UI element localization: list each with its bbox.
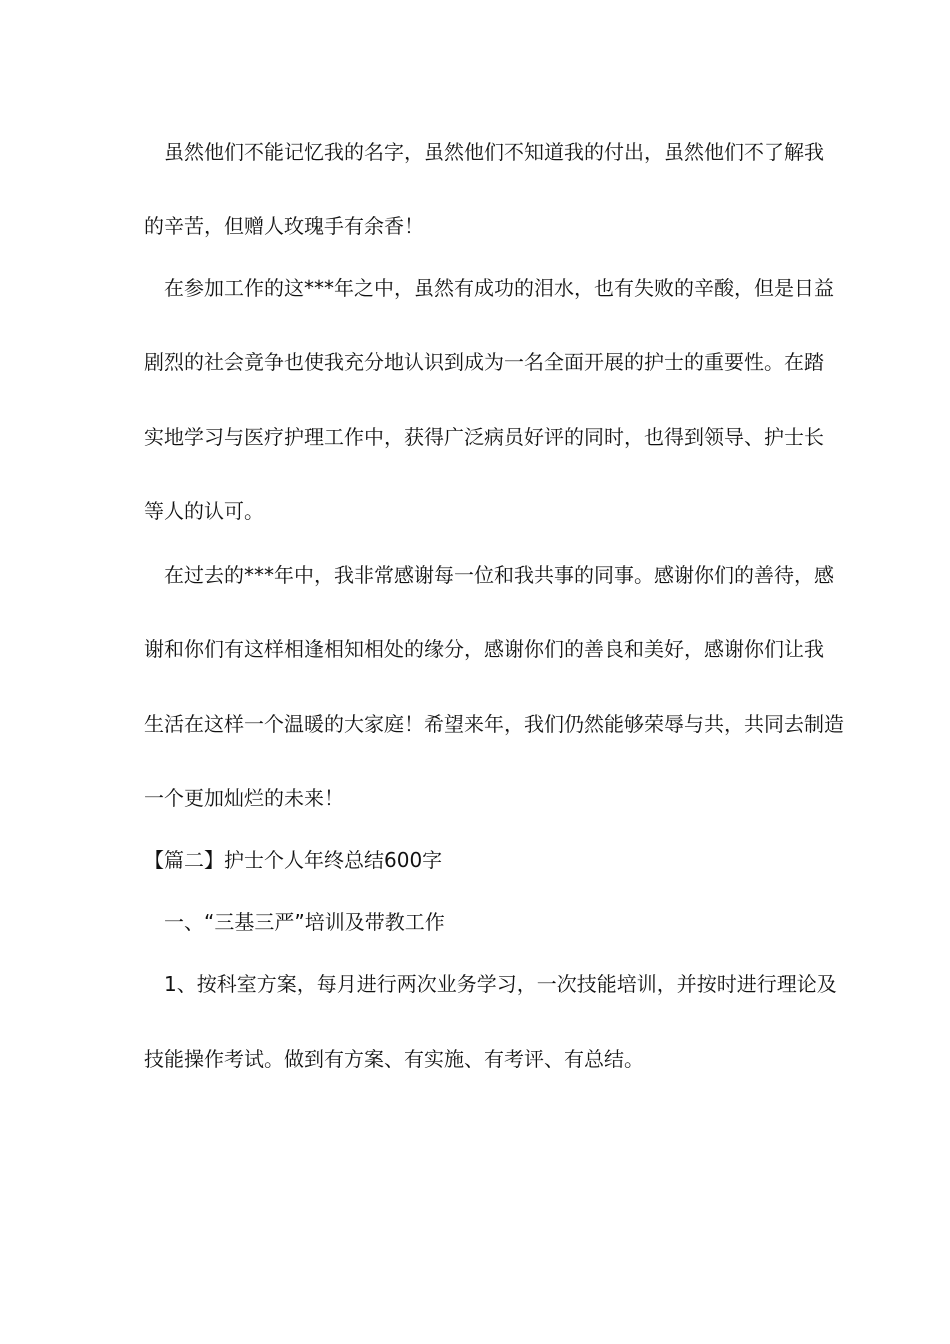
paragraph-3-line-2: 谢和你们有这样相逢相知相处的缘分，感谢你们的善良和美好，感谢你们让我: [144, 637, 824, 661]
paragraph-2-line-4: 等人的认可。: [144, 499, 264, 523]
paragraph-4-line-2: 技能操作考试。做到有方案、有实施、有考评、有总结。: [144, 1047, 644, 1071]
paragraph-1-line-1: 虽然他们不能记忆我的名字，虽然他们不知道我的付出，虽然他们不了解我: [164, 140, 824, 164]
paragraph-3-line-3: 生活在这样一个温暖的大家庭！希望来年，我们仍然能够荣辱与共，共同去制造: [144, 712, 844, 736]
paragraph-2-line-1: 在参加工作的这***年之中，虽然有成功的泪水，也有失败的辛酸，但是日益: [164, 276, 834, 300]
paragraph-3-line-4: 一个更加灿烂的未来！: [144, 786, 344, 810]
paragraph-1-line-2: 的辛苦，但赠人玫瑰手有余香！: [144, 214, 424, 238]
paragraph-4-line-1: 1、按科室方案，每月进行两次业务学习，一次技能培训，并按时进行理论及: [164, 972, 837, 996]
section-heading: 【篇二】护士个人年终总结600字: [144, 848, 443, 872]
paragraph-3-line-1: 在过去的***年中，我非常感谢每一位和我共事的同事。感谢你们的善待，感: [164, 563, 834, 587]
subsection-heading: 一、“三基三严”培训及带教工作: [164, 910, 445, 934]
paragraph-2-line-3: 实地学习与医疗护理工作中，获得广泛病员好评的同时，也得到领导、护士长: [144, 425, 824, 449]
paragraph-2-line-2: 剧烈的社会竟争也使我充分地认识到成为一名全面开展的护士的重要性。在踏: [144, 350, 824, 374]
